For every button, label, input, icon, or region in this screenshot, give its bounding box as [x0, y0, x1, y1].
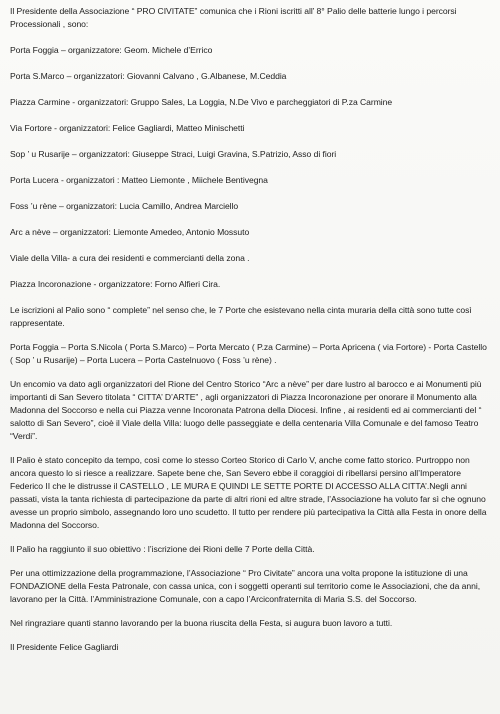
organizer-line: Porta Foggia – organizzatore: Geom. Michele d’Errico: [10, 45, 213, 55]
organizer-line: Foss ’u rène – organizzatori: Lucia Camillo, Andrea Marciello: [10, 201, 239, 211]
organizer-line: Porta Lucera - organizzatori : Matteo Liemonte , Miichele Bentivegna: [10, 175, 268, 185]
signature-line: Il Presidente Felice Gagliardi: [10, 642, 119, 652]
organizer-line: Via Fortore - organizzatori: Felice Gagliardi, Matteo Minischetti: [10, 123, 245, 133]
organizer-line: Porta S.Marco – organizzatori: Giovanni Calvano , G.Albanese, M.Ceddia: [10, 71, 287, 81]
organizer-line: Piazza Incoronazione - organizzatore: Forno Alfieri Cira.: [10, 279, 221, 289]
body-paragraph: Il Palio ha raggiunto il suo obiettivo : l’iscrizione dei Rioni delle 7 Porte della Città.: [10, 544, 315, 554]
organizer-line: Viale della Villa- a cura dei residenti e commercianti della zona .: [10, 253, 250, 263]
body-paragraph: Nel ringraziare quanti stanno lavorando per la buona riuscita della Festa, si augura buon lavoro a tutti.: [10, 618, 393, 628]
body-paragraph: Il Palio è stato concepito da tempo, così come lo stesso Corteo Storico di Carlo V, anche come fatto storico. Purtroppo non ancora questo lo si riesce a realizzare. Sapete bene che, San Severo ebbe il coraggioi di ribellarsi persino all’Imperatore Federico II che le distrusse il CASTELLO , LE MURA E QUINDI LE SETTE PORTE DI ACCESSO ALLA CITTA’.Negli anni passati, vista la tanta richiesta di partecipazione da parte di altri rioni ed altre strade, l’Associazione ha voluto far sì che ognuno avesse un proprio simbolo, assegnando loro uno scudetto. Il tutto per rendere più partecipativa la Città alla Festa in onore della Madonna del Soccorso.: [10, 455, 487, 530]
body-paragraph: Porta Foggia – Porta S.Nicola ( Porta S.Marco) – Porta Mercato ( P.za Carmine) – Porta Apricena ( via Fortore) - Porta Castello ( Sop ’ u Rusarije) – Porta Lucera – Porta Castelnuovo ( Foss ’u rène) .: [10, 342, 487, 365]
organizer-line: Piazza Carmine - organizzatori: Gruppo Sales, La Loggia, N.De Vivo e parcheggiatori di P.za Carmine: [10, 97, 393, 107]
organizer-line: Sop ’ u Rusarije – organizzatori: Giuseppe Straci, Luigi Gravina, S.Patrizio, Asso di fiori: [10, 149, 337, 159]
intro-text: Il Presidente della Associazione “ PRO CIVITATE” comunica che i Rioni iscritti all’ 8° Palio delle batterie lungo i percorsi Processionali , sono:: [10, 6, 457, 29]
body-paragraph: Le iscrizioni al Palio sono “ complete” nel senso che, le 7 Porte che esistevano nella cinta muraria della città sono tutte così rappresentate.: [10, 305, 472, 328]
organizer-line: Arc a nève – organizzatori: Liemonte Amedeo, Antonio Mossuto: [10, 227, 250, 237]
body-paragraph: Per una ottimizzazione della programmazione, l’Associazione “ Pro Civitate” ancora una volta propone la istituzione di una FONDAZIONE della Festa Patronale, con cassa unica, con i soggetti operanti sul territorio come le Associazioni, che da anni, lavorano per la Città. l’Amministrazione Comunale, con a capo l’Arciconfraternita di Maria S.S. del Soccorso.: [10, 568, 481, 604]
body-paragraph: Un encomio va dato agli organizzatori del Rione del Centro Storico “Arc a nève” per dare lustro al barocco e ai Monumenti più importanti di San Severo titolata “ CITTA’ D’ARTE” , agli organizzatori di Piazza Incoronazione per onorare il Monumento alla Madonna del Soccorso e nella cui Piazza venne Incoronata Patrona della Diocesi. Infine , ai residenti ed ai commercianti del “ salotto di San Severo”, cioè il Viale della Villa: luogo delle passeggiate e della centenaria Villa Comunale e del famoso Teatro “Verdi”.: [10, 379, 482, 441]
